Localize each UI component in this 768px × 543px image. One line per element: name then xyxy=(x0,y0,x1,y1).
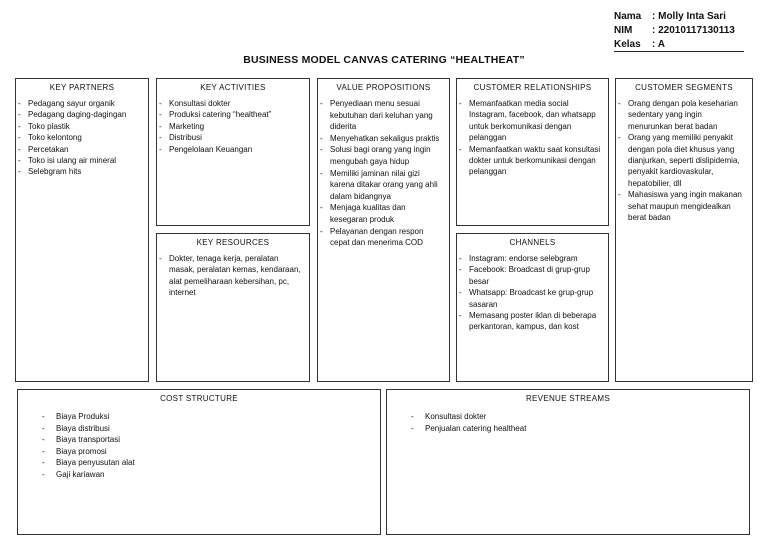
list-item: - Pedagang sayur organik xyxy=(16,98,143,109)
list-item: - Toko kelontong xyxy=(16,132,143,143)
revenue-streams-box xyxy=(386,389,750,535)
student-info xyxy=(614,10,735,52)
list-item: - Marketing xyxy=(157,121,304,132)
list-item: - Gaji kariawan xyxy=(40,469,375,481)
customer-segments-list xyxy=(616,98,752,223)
list-item: - Konsultasi dokter xyxy=(157,98,304,109)
list-item: - Memiliki jaminan nilai gizi karena ditakar orang yang ahli dalam bidangnya xyxy=(318,168,444,203)
list-item: - Memasang poster iklan di beberapa perkantoran, kampus, dan kost xyxy=(457,310,603,333)
list-item: - Facebook: Broadcast di grup-grup besar xyxy=(457,264,603,287)
key-partners-list xyxy=(16,98,148,178)
list-item: - Konsultasi dokter xyxy=(409,411,744,423)
list-item: - Menjaga kualitas dan kesegaran produk xyxy=(318,202,444,225)
list-item: - Pedagang daging-dagingan xyxy=(16,109,143,120)
list-item: - Distribusi xyxy=(157,132,304,143)
customer-relationships-box xyxy=(456,78,609,226)
class-row xyxy=(614,38,735,52)
list-item: - Mahasiswa yang ingin makanan sehat maupun mengidealkan berat badan xyxy=(616,189,747,223)
list-item: - Memanfaatkan waktu saat konsultasi dokter untuk berkomunikasi dengan pelanggan xyxy=(457,144,603,178)
info-underline xyxy=(614,51,744,52)
key-resources-list xyxy=(157,253,309,299)
key-activities-box xyxy=(156,78,310,226)
nim-row xyxy=(614,24,735,38)
list-item: - Biaya promosi xyxy=(40,446,375,458)
cost-structure-box xyxy=(17,389,381,535)
class-label: Kelas xyxy=(614,39,641,50)
key-activities-list xyxy=(157,98,309,155)
list-item: - Produksi catering “healtheat” xyxy=(157,109,304,120)
key-partners-heading: KEY PARTNERS xyxy=(49,83,115,92)
channels-box xyxy=(456,233,609,382)
list-item: - Whatsapp: Broadcast ke grup-grup sasaran xyxy=(457,287,603,310)
name-label: Nama xyxy=(614,11,642,22)
key-resources-heading: KEY RESOURCES xyxy=(196,238,270,247)
customer-segments-box xyxy=(615,78,753,382)
channels-heading: CHANNELS xyxy=(509,238,556,247)
value-propositions-heading: VALUE PROPOSITIONS xyxy=(336,83,431,92)
customer-relationships-list xyxy=(457,98,608,178)
revenue-streams-list xyxy=(387,411,749,434)
revenue-streams-heading: REVENUE STREAMS xyxy=(525,394,611,403)
list-item: - Pengelolaan Keuangan xyxy=(157,144,304,155)
list-item: - Biaya transportasi xyxy=(40,434,375,446)
list-item: - Pelayanan dengan respon cepat dan menerima COD xyxy=(318,226,444,249)
key-partners-box xyxy=(15,78,149,382)
class-value: : A xyxy=(652,39,665,50)
value-propositions-list xyxy=(318,98,449,249)
key-activities-heading: KEY ACTIVITIES xyxy=(200,83,266,92)
page-title: BUSINESS MODEL CANVAS CATERING “HEALTHEAT” xyxy=(243,54,525,66)
cost-structure-heading: COST STRUCTURE xyxy=(160,394,238,403)
list-item: - Toko isi ulang air mineral xyxy=(16,155,143,166)
customer-segments-heading: CUSTOMER SEGMENTS xyxy=(635,83,733,92)
list-item: - Menyehatkan sekaligus praktis xyxy=(318,133,444,145)
list-item: - Penyediaan menu sesuai kebutuhan dari keluhan yang diderita xyxy=(318,98,444,133)
list-item: - Selebgram hits xyxy=(16,166,143,177)
list-item: - Penjualan catering healtheat xyxy=(409,423,744,435)
name-value: : Molly Inta Sari xyxy=(652,11,726,22)
list-item: - Solusi bagi orang yang ingin mengubah gaya hidup xyxy=(318,144,444,167)
channels-list xyxy=(457,253,608,333)
customer-relationships-heading: CUSTOMER RELATIONSHIPS xyxy=(473,83,592,92)
nim-label: NIM xyxy=(614,25,633,36)
nim-value: : 22010117130113 xyxy=(652,25,735,36)
list-item: - Orang dengan pola keseharian sedentary yang ingin menurunkan berat badan xyxy=(616,98,747,132)
key-resources-box xyxy=(156,233,310,382)
list-item: - Memanfaatkan media social Instagram, facebook, dan whatsapp untuk berkomunikasi dengan pelanggan xyxy=(457,98,603,144)
name-row xyxy=(614,10,735,24)
list-item: - Biaya Produksi xyxy=(40,411,375,423)
list-item: - Biaya penyusutan alat xyxy=(40,457,375,469)
list-item: - Instagram: endorse selebgram xyxy=(457,253,603,264)
list-item: - Toko plastik xyxy=(16,121,143,132)
list-item: - Orang yang memiliki penyakit dengan pola diet khusus yang dianjurkan, seperti dislipidemia, penyakit kardiovaskular, hepatobilier, dll xyxy=(616,132,747,189)
list-item: - Biaya distribusi xyxy=(40,423,375,435)
list-item: - Percetakan xyxy=(16,144,143,155)
value-propositions-box xyxy=(317,78,450,382)
cost-structure-list xyxy=(18,411,380,481)
list-item: - Dokter, tenaga kerja, peralatan masak, peralatan kemas, kendaraan, alat pemeliharaan kebersihan, pc, internet xyxy=(157,253,304,299)
